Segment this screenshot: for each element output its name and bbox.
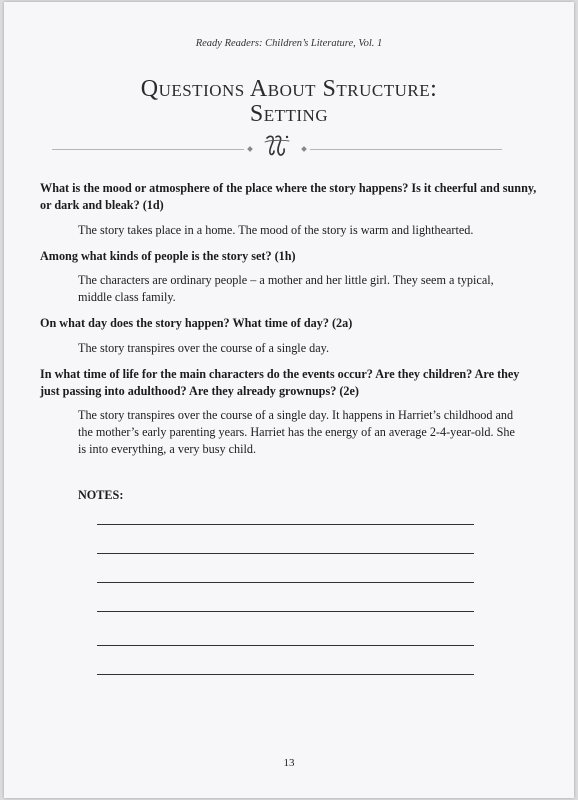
question-3: On what day does the story happen? What time of day? (2a) bbox=[40, 316, 353, 330]
divider-diamond-left bbox=[247, 146, 253, 152]
calligraphic-flourish-icon bbox=[263, 132, 291, 158]
workbook-page bbox=[4, 2, 574, 798]
divider-rule-right bbox=[310, 149, 502, 150]
answer-4: The story transpires over the course of a single day. It happens in Harriet’s childhood and the mother’s early parenting years. Harriet has the energy of an average 2-4-year-old. She is into everything, a very busy child. bbox=[78, 408, 515, 456]
notes-line-5[interactable] bbox=[97, 645, 474, 646]
notes-line-4[interactable] bbox=[97, 611, 474, 612]
notes-line-3[interactable] bbox=[97, 582, 474, 583]
question-2: Among what kinds of people is the story set? (1h) bbox=[40, 249, 296, 263]
notes-line-1[interactable] bbox=[97, 524, 474, 525]
question-4: In what time of life for the main characters do the events occur? Are they children? Are they just passing into adulthood? Are they already grownups? (2e) bbox=[40, 367, 520, 398]
page-title-line-1: Questions About Structure: bbox=[140, 76, 438, 102]
running-header: Ready Readers: Children’s Literature, Vol. 1 bbox=[195, 38, 383, 49]
notes-label: NOTES: bbox=[78, 488, 124, 502]
page-number: 13 bbox=[283, 757, 295, 769]
divider-rule-left bbox=[52, 149, 244, 150]
divider-diamond-right bbox=[301, 146, 307, 152]
title-ornament-divider bbox=[52, 132, 502, 158]
notes-line-2[interactable] bbox=[97, 553, 474, 554]
notes-line-6[interactable] bbox=[97, 674, 474, 675]
answer-3: The story transpires over the course of a single day. bbox=[78, 341, 330, 355]
answer-1: The story takes place in a home. The mood of the story is warm and lighthearted. bbox=[78, 223, 474, 237]
page-title-line-2: Setting bbox=[249, 101, 329, 127]
answer-2: The characters are ordinary people – a mother and her little girl. They seem a typical, middle class family. bbox=[78, 273, 494, 304]
question-1: What is the mood or atmosphere of the place where the story happens? Is it cheerful and sunny, or dark and bleak? (1d) bbox=[40, 181, 537, 212]
